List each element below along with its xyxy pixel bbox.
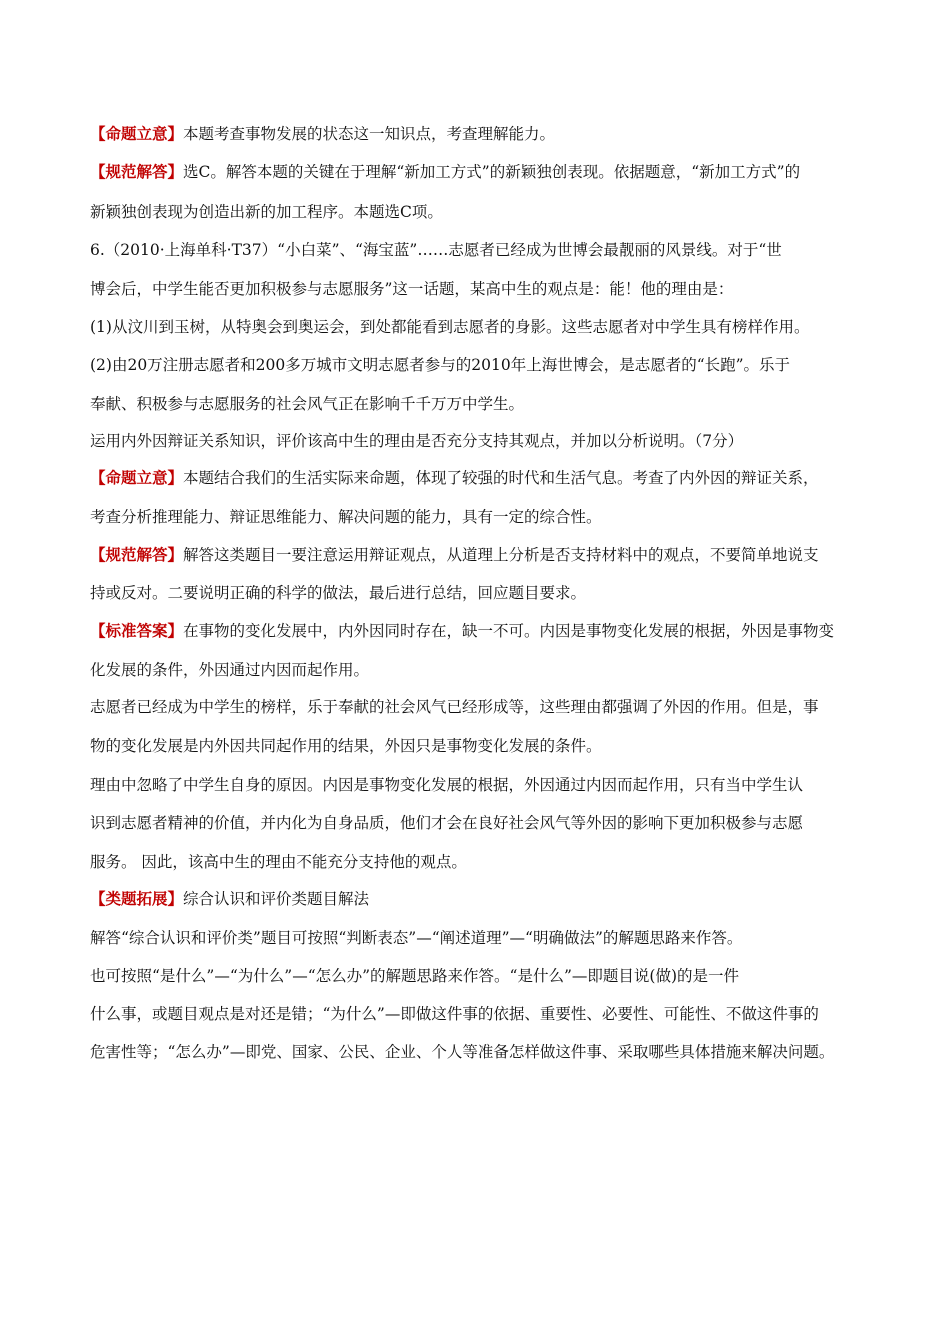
question-6-reason-2-line-1: (2)由20万注册志愿者和200多万城市文明志愿者参与的2010年上海世博会，是志愿者的“长跑”。乐于 xyxy=(90,356,791,374)
question-6-line-1: 6.（2010·上海单科·T37）“小白菜”、“海宝蓝”……志愿者已经成为世博会最靓丽的风景线。对于“世 xyxy=(90,241,782,259)
question-6-reason-1: (1)从汶川到玉树，从特奥会到奥运会，到处都能看到志愿者的身影。这些志愿者对中学生具有榜样作用。 xyxy=(90,318,810,336)
extension-line-4: 危害性等；“怎么办”—即党、国家、公民、企业、个人等准备怎样做这件事、采取哪些具体措施来解决问题。 xyxy=(90,1043,835,1061)
standard-answer-line-2: 化发展的条件，外因通过内因而起作用。 xyxy=(90,661,370,679)
answer-paragraph-3-line-1: 理由中忽略了中学生自身的原因。内因是事物变化发展的根据，外因通过内因而起作用，只有当中学生认 xyxy=(90,776,804,794)
standard-answer-text: 在事物的变化发展中，内外因同时存在，缺一不可。内因是事物变化发展的根据，外因是事物变 xyxy=(183,622,835,640)
answer-paragraph-3-line-3: 服务。 因此，该高中生的理由不能充分支持他的观点。 xyxy=(90,853,467,871)
extension-title: 综合认识和评价类题目解法 xyxy=(183,890,370,908)
question-6-reason-2-line-2: 奉献、积极参与志愿服务的社会风气正在影响千千万万中学生。 xyxy=(90,395,525,413)
q5-answer-line-2: 新颖独创表现为创造出新的加工程序。本题选C项。 xyxy=(90,203,443,221)
intent-text: 本题结合我们的生活实际来命题，体现了较强的时代和生活气息。考查了内外因的辩证关系， xyxy=(183,469,819,487)
q6-answer-line xyxy=(90,545,880,565)
q6-intent-line xyxy=(90,468,880,488)
question-6-line-2: 博会后，中学生能否更加积极参与志愿服务”这一话题，某高中生的观点是：能！他的理由是： xyxy=(90,280,734,298)
intent-text: 本题考查事物发展的状态这一知识点，考查理解能力。 xyxy=(183,125,556,143)
extension-line-1: 解答“综合认识和评价类”题目可按照“判断表态”—“阐述道理”—“明确做法”的解题思路来作答。 xyxy=(90,929,743,947)
answer-paragraph-2-line-2: 物的变化发展是内外因共同起作用的结果，外因只是事物变化发展的条件。 xyxy=(90,737,602,755)
question-6-prompt: 运用内外因辩证关系知识，评价该高中生的理由是否充分支持其观点，并加以分析说明。（7分） xyxy=(90,432,744,450)
answer-text: 解答这类题目一要注意运用辩证观点，从道理上分析是否支持材料中的观点，不要简单地说支 xyxy=(183,546,819,564)
standard-answer-line xyxy=(90,621,880,641)
answer-paragraph-2-line-1: 志愿者已经成为中学生的榜样，乐于奉献的社会风气已经形成等，这些理由都强调了外因的作用。但是，事 xyxy=(90,698,819,716)
extension-tag: 【类题拓展】 xyxy=(90,889,184,908)
intent-tag: 【命题立意】 xyxy=(90,468,184,487)
answer-paragraph-3-line-2: 识到志愿者精神的价值，并内化为自身品质，他们才会在良好社会风气等外因的影响下更加积极参与志愿 xyxy=(90,814,804,832)
answer-text: 选C。解答本题的关键在于理解“新加工方式”的新颖独创表现。依据题意，“新加工方式”的 xyxy=(183,163,801,181)
q5-intent-line xyxy=(90,124,880,144)
answer-tag: 【规范解答】 xyxy=(90,162,184,181)
extension-line-3: 什么事，或题目观点是对还是错；“为什么”—即做这件事的依据、重要性、必要性、可能性、不做这件事的 xyxy=(90,1005,819,1023)
intent-tag: 【命题立意】 xyxy=(90,124,184,143)
answer-tag: 【规范解答】 xyxy=(90,545,184,564)
extension-line-2: 也可按照“是什么”—“为什么”—“怎么办”的解题思路来作答。“是什么”—即题目说(做)的是一件 xyxy=(90,967,739,985)
standard-answer-tag: 【标准答案】 xyxy=(90,621,184,640)
extension-heading-line xyxy=(90,889,880,909)
q6-answer-line-2: 持或反对。二要说明正确的科学的做法，最后进行总结，回应题目要求。 xyxy=(90,584,587,602)
q5-answer-line xyxy=(90,162,880,182)
q6-intent-line-2: 考查分析推理能力、辩证思维能力、解决问题的能力，具有一定的综合性。 xyxy=(90,508,602,526)
